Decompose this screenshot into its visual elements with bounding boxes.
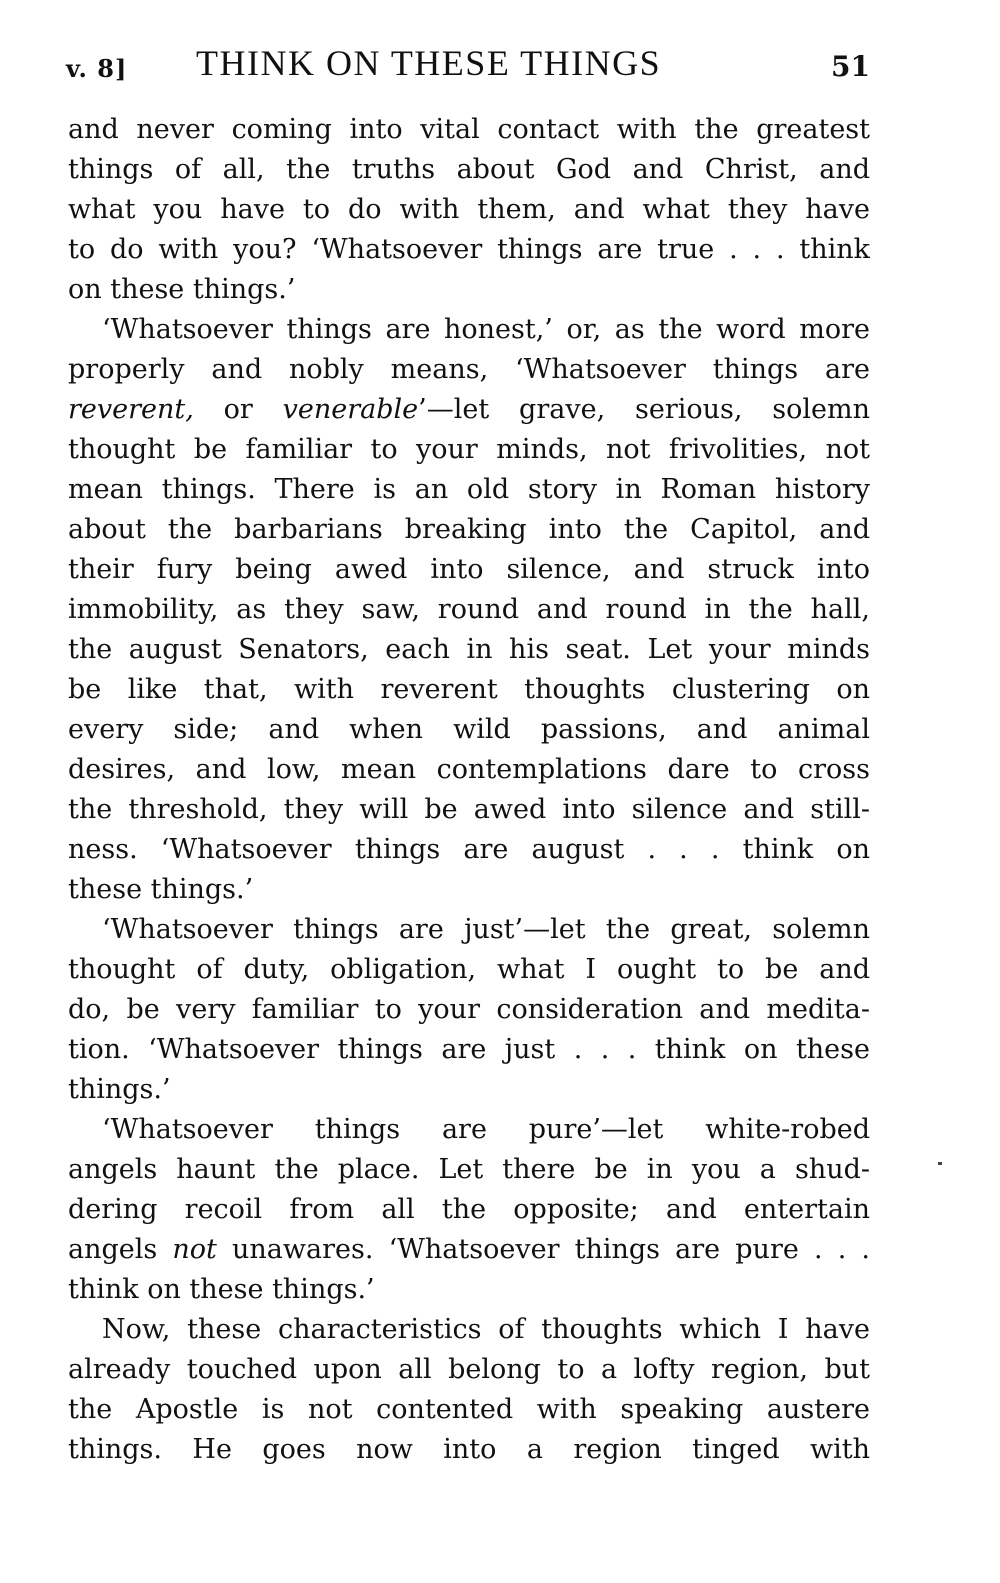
running-head (66, 42, 870, 86)
text-line (68, 270, 870, 310)
text-line (68, 550, 870, 590)
text-line (68, 990, 870, 1030)
text-line (68, 590, 870, 630)
text-line (68, 710, 870, 750)
line-text: tion. ‘Whatsoever things are just . . . think on these (68, 1034, 870, 1065)
text-line (68, 1390, 870, 1430)
text-line (68, 950, 870, 990)
text-line (68, 1310, 870, 1350)
text-line (68, 830, 870, 870)
text-line (68, 870, 870, 910)
text-line (68, 1230, 870, 1270)
text-line (68, 630, 870, 670)
text-line (68, 310, 870, 350)
line-text: be like that, with reverent thoughts clustering on (68, 674, 870, 705)
line-text: ’—let grave, serious, solemn (418, 394, 870, 425)
line-text: thought be familiar to your minds, not frivolities, not (68, 434, 870, 465)
line-text: ‘Whatsoever things are honest,’ or, as the word more (102, 314, 870, 345)
line-text: to do with you? ‘Whatsoever things are true . . . think (68, 234, 870, 265)
line-text: their fury being awed into silence, and struck into (68, 554, 870, 585)
line-text: these things.’ (68, 874, 254, 905)
text-line (68, 1030, 870, 1070)
line-text: things. He goes now into a region tinged with (68, 1434, 870, 1465)
paragraph (68, 1310, 870, 1470)
line-text: every side; and when wild passions, and animal (68, 714, 870, 745)
text-line (68, 670, 870, 710)
text-line (68, 1150, 870, 1190)
text-line (68, 910, 870, 950)
line-text: already touched upon all belong to a lofty region, but (68, 1354, 870, 1385)
verse-reference: v. 8] (66, 54, 128, 83)
line-text: think on these things.’ (68, 1274, 375, 1305)
line-text: do, be very familiar to your consideration and medita- (68, 994, 870, 1025)
line-text: Now, these characteristics of thoughts which I have (102, 1314, 870, 1345)
text-line (68, 390, 870, 430)
line-text: things.’ (68, 1074, 171, 1105)
paragraph (68, 910, 870, 1110)
line-text: properly and nobly means, ‘Whatsoever things are (68, 354, 870, 385)
line-text: on these things.’ (68, 274, 296, 305)
text-line (68, 750, 870, 790)
text-line (68, 510, 870, 550)
line-text: desires, and low, mean contemplations dare to cross (68, 754, 870, 785)
line-text: and never coming into vital contact with the greatest (68, 114, 870, 145)
line-text: immobility, as they saw, round and round in the hall, (68, 594, 870, 625)
line-text: or (193, 394, 283, 425)
text-line (68, 1350, 870, 1390)
line-text: ness. ‘Whatsoever things are august . . . think on (68, 834, 870, 865)
line-text: unawares. ‘Whatsoever things are pure . . . (216, 1234, 870, 1265)
text-line (68, 350, 870, 390)
line-text: thought of duty, obligation, what I ought to be and (68, 954, 870, 985)
italic-text: venerable (282, 394, 419, 425)
text-line (68, 1430, 870, 1470)
line-text: dering recoil from all the opposite; and entertain (68, 1194, 870, 1225)
text-line (68, 230, 870, 270)
page-number: 51 (831, 50, 870, 83)
line-text: the august Senators, each in his seat. Let your minds (68, 634, 870, 665)
italic-text: reverent, (68, 394, 194, 425)
line-text: mean things. There is an old story in Roman history (68, 474, 870, 505)
body-text (68, 110, 870, 1470)
italic-text: not (172, 1234, 217, 1265)
paragraph (68, 310, 870, 910)
text-line (68, 1270, 870, 1310)
running-title: THINK ON THESE THINGS (196, 43, 662, 83)
line-text: what you have to do with them, and what they have (68, 194, 870, 225)
text-line (68, 190, 870, 230)
text-line (68, 1110, 870, 1150)
paragraph (68, 1110, 870, 1310)
line-text: the Apostle is not contented with speaking austere (68, 1394, 870, 1425)
text-line (68, 430, 870, 470)
text-line (68, 1070, 870, 1110)
line-text: the threshold, they will be awed into silence and still- (68, 794, 870, 825)
text-line (68, 470, 870, 510)
line-text: ‘Whatsoever things are just’—let the great, solemn (102, 914, 870, 945)
paragraph (68, 110, 870, 310)
text-line (68, 110, 870, 150)
print-speck (938, 1162, 942, 1165)
text-line (68, 1190, 870, 1230)
text-line (68, 790, 870, 830)
line-text: things of all, the truths about God and Christ, and (68, 154, 870, 185)
line-text: angels haunt the place. Let there be in you a shud- (68, 1154, 870, 1185)
line-text: angels (68, 1234, 173, 1265)
line-text: about the barbarians breaking into the Capitol, and (68, 514, 870, 545)
text-line (68, 150, 870, 190)
line-text: ‘Whatsoever things are pure’—let white-robed (102, 1114, 870, 1145)
